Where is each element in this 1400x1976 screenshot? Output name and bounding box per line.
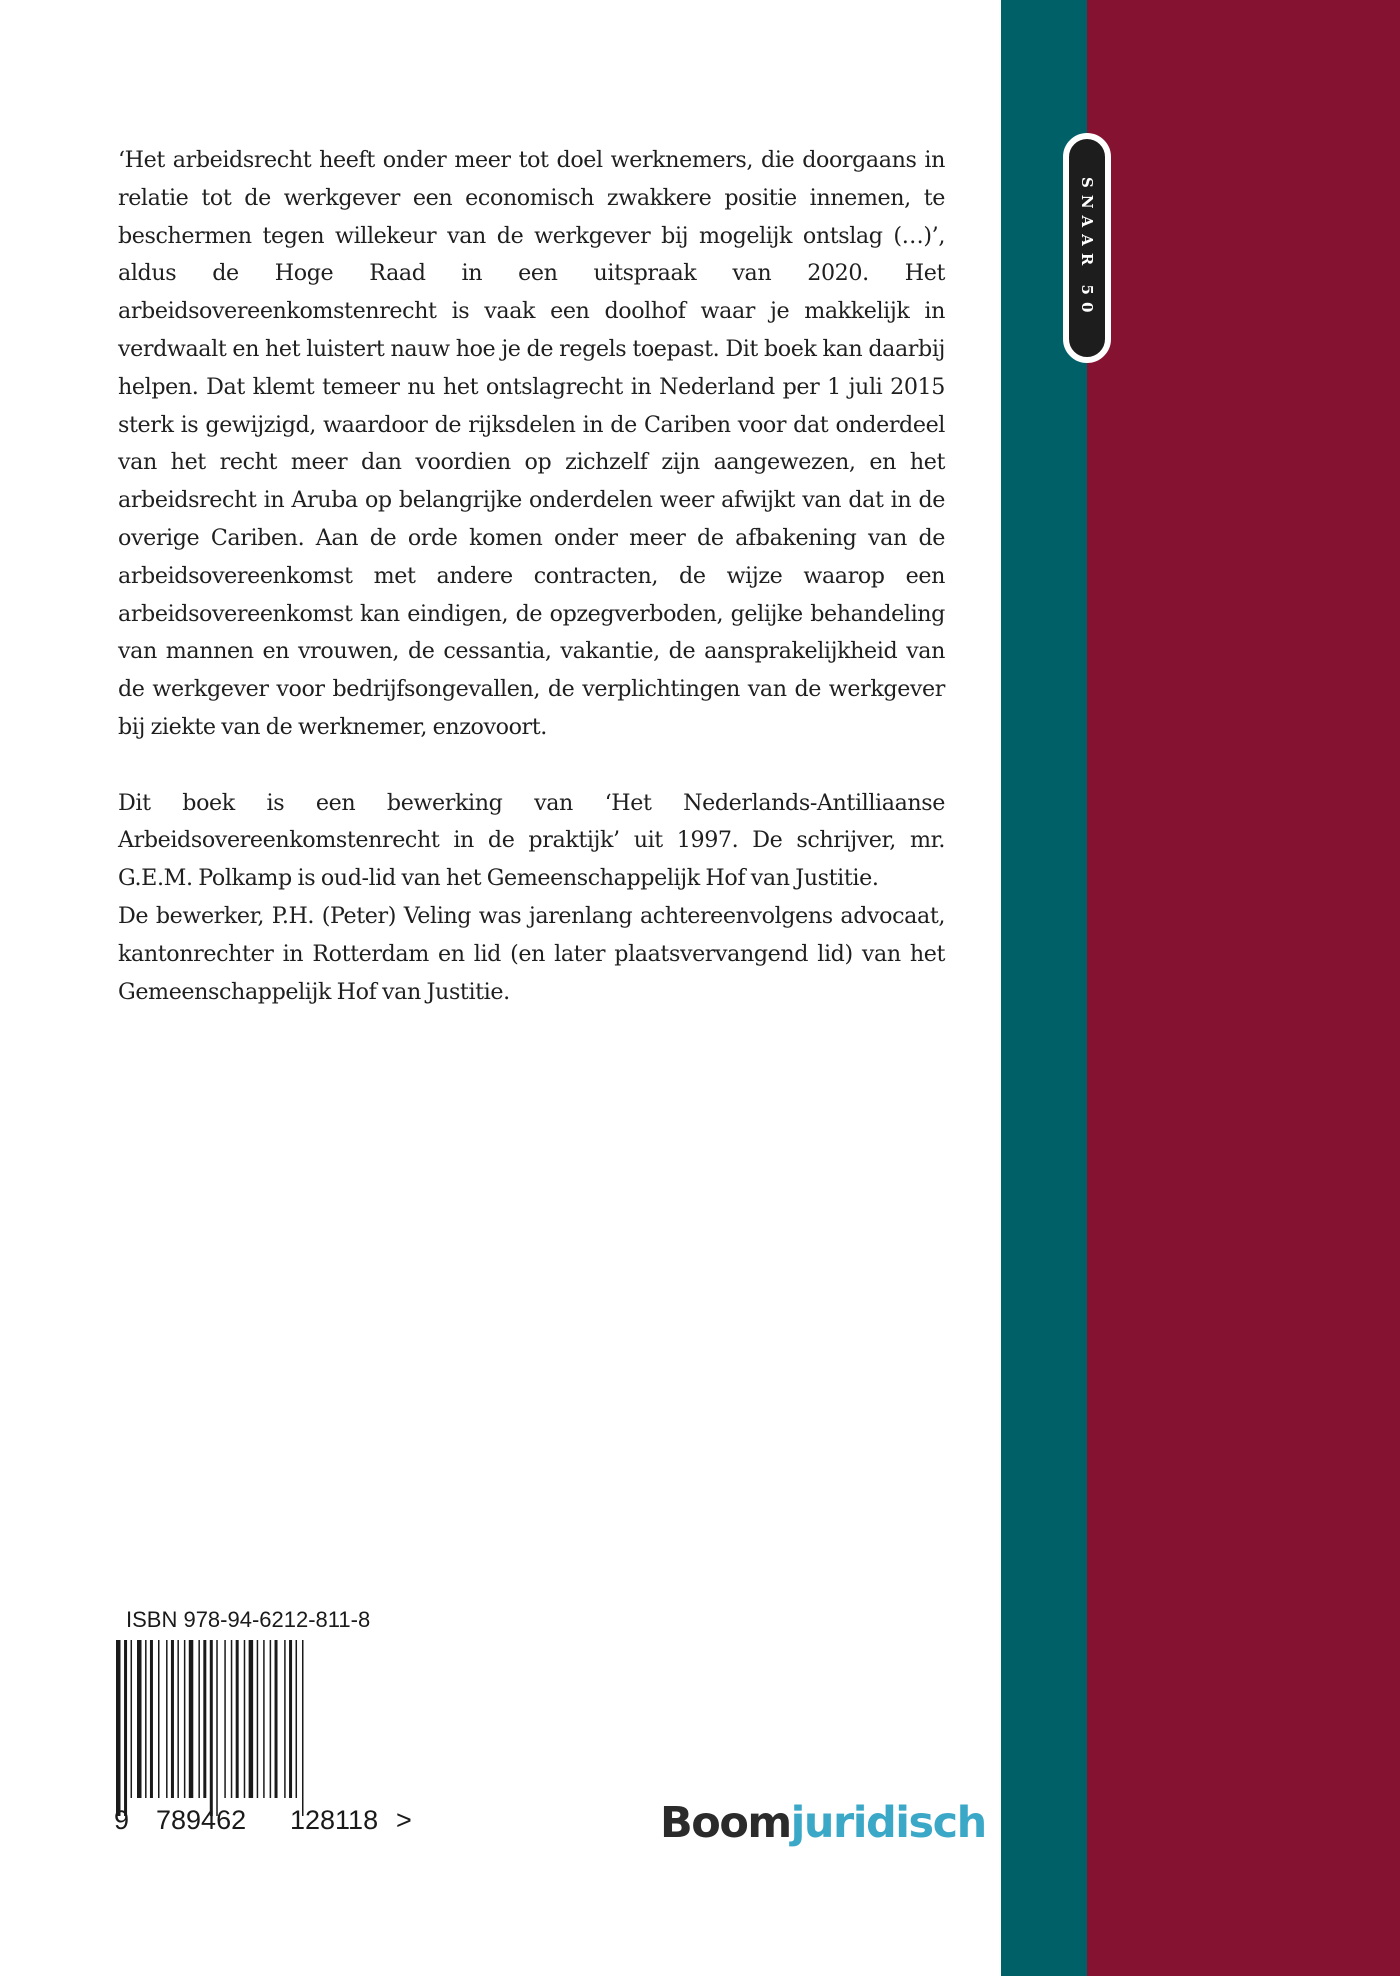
barcode-bar bbox=[275, 1640, 278, 1798]
barcode-digits-right: 128118 bbox=[290, 1805, 379, 1835]
blurb-paragraph-2: Dit boek is een bewerking van ‘Het Nederlands-Antilliaanse Arbeidsovereenkomstenrecht in de praktijk’ uit 1997. De schrijver, mr. G.E.M. Polkamp is oud-lid van het Gemeenschappelijk Hof van Justitie. bbox=[118, 789, 945, 892]
barcode-bar bbox=[145, 1640, 147, 1798]
barcode-bar bbox=[289, 1640, 292, 1798]
barcode-bar bbox=[177, 1640, 179, 1798]
barcode-bar bbox=[171, 1640, 174, 1798]
barcode-bar bbox=[210, 1640, 213, 1816]
logo-boom: Boom bbox=[660, 1798, 791, 1848]
barcode-bar bbox=[198, 1640, 200, 1798]
barcode-icon bbox=[116, 1640, 416, 1816]
barcode-bar bbox=[249, 1640, 254, 1798]
barcode-bar bbox=[189, 1640, 194, 1798]
barcode-digits-left: 789462 bbox=[156, 1805, 247, 1835]
barcode-bar bbox=[257, 1640, 259, 1798]
barcode-bar bbox=[231, 1640, 233, 1798]
barcode-bar bbox=[263, 1640, 265, 1798]
barcode-bar bbox=[302, 1640, 304, 1816]
series-badge bbox=[1063, 133, 1111, 363]
barcode-digit-lead: 9 bbox=[114, 1805, 130, 1835]
barcode-bar bbox=[184, 1640, 186, 1798]
barcode-bar bbox=[124, 1640, 127, 1816]
blurb-paragraph-1: ‘Het arbeidsrecht heeft onder meer tot doel werknemers, die doorgaans in relatie tot de werkgever een economisch zwakkere positie innemen, te beschermen tegen willekeur van de werkgever bij mogelijk ontslag (…)’, aldus de Hoge Raad in een uitspraak van 2020. Het arbeidsovereenkomstenrecht is vaak een doolhof waar je makkelijk in verdwaalt en het luistert nauw hoe je de regels toepast. Dit boek kan daarbij helpen. Dat klemt temeer nu het ontslagrecht in Nederland per 1 juli 2015 sterk is gewijzigd, waardoor de rijksdelen in de Cariben voor dat onderdeel van het recht meer dan voordien op zichzelf zijn aangewezen, en het arbeidsrecht in Aruba op belangrijke onderdelen weer afwijkt van dat in de overige Cariben. Aan de orde komen onder meer de afbakening van de arbeidsovereenkomst met andere contracten, de wijze waarop een arbeidsovereenkomst kan eindigen, de opzegverboden, gelijke behandeling van mannen en vrouwen, de cessantia, vakantie, de aansprakelijkheid van de werkgever voor bedrijfsongevallen, de verplichtingen van de werkgever bij ziekte van de werknemer, enzovoort. bbox=[118, 147, 945, 740]
blurb bbox=[118, 142, 945, 1011]
barcode-bar bbox=[166, 1640, 168, 1798]
barcode-bar bbox=[203, 1640, 206, 1798]
barcode-bar bbox=[137, 1640, 142, 1798]
barcode-quiet-marker: > bbox=[396, 1805, 412, 1835]
barcode-bar bbox=[284, 1640, 286, 1798]
burgundy-spine-band bbox=[1087, 0, 1400, 1976]
logo-juridisch: juridisch bbox=[790, 1798, 986, 1848]
barcode-bar bbox=[224, 1640, 226, 1798]
barcode-bar bbox=[150, 1640, 153, 1798]
barcode-bar bbox=[236, 1640, 239, 1798]
barcode-bar bbox=[131, 1640, 133, 1798]
barcode-bar bbox=[116, 1640, 121, 1816]
barcode-bar bbox=[270, 1640, 272, 1798]
barcode-bar bbox=[158, 1640, 160, 1798]
blurb-paragraph-3: De bewerker, P.H. (Peter) Veling was jarenlang achtereenvolgens advocaat, kantonrechter in Rotterdam en lid (en later plaatsvervangend lid) van het Gemeenschappelijk Hof van Justitie. bbox=[118, 902, 945, 1005]
publisher-logo bbox=[660, 1798, 986, 1848]
series-label: SNAAR 50 bbox=[1078, 176, 1096, 320]
barcode-bar bbox=[216, 1640, 218, 1816]
barcode-bar bbox=[244, 1640, 246, 1798]
isbn-label: ISBN 978-94-6212-811-8 bbox=[126, 1607, 371, 1632]
barcode-bar bbox=[296, 1640, 298, 1798]
